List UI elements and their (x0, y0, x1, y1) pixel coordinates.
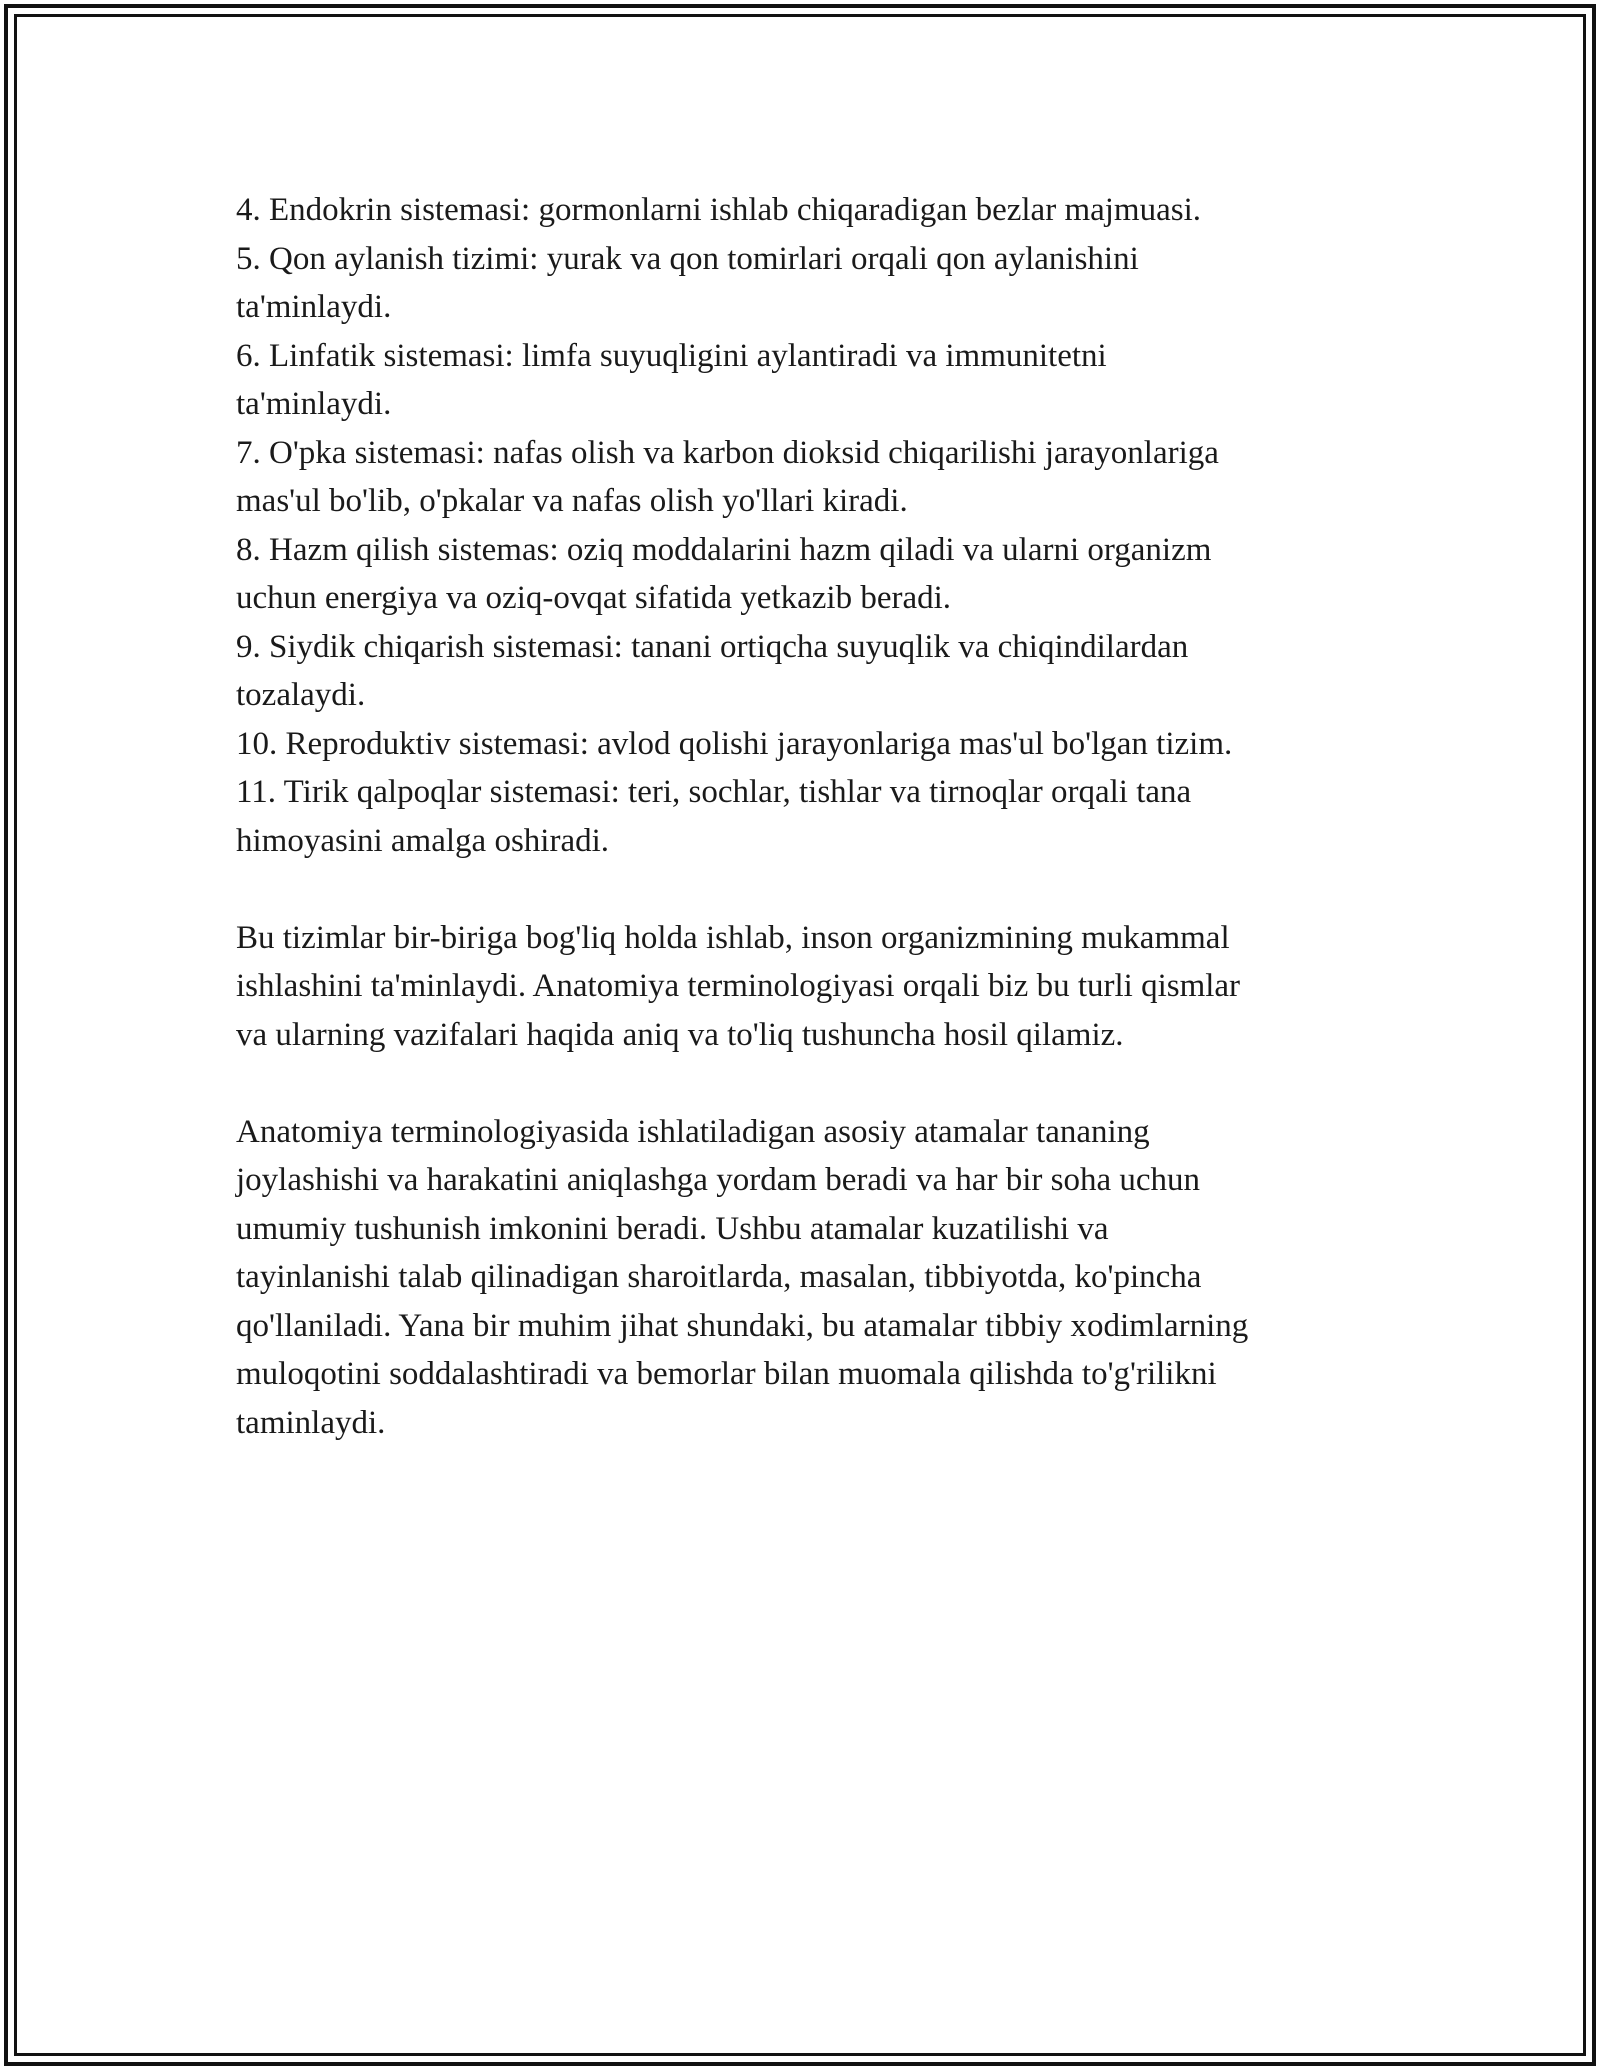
list-line: 5. Qon aylanish tizimi: yurak va qon tomirlari orqali qon aylanishini (236, 240, 1139, 277)
paragraph-systems-summary (236, 914, 1416, 1060)
paragraph-gap (236, 865, 1416, 914)
list-line: 9. Siydik chiqarish sistemasi: tanani ortiqcha suyuqlik va chiqindilardan (236, 628, 1189, 665)
paragraph-line: Bu tizimlar bir-biriga bog'liq holda ishlab, inson organizmining mukammal (236, 919, 1230, 956)
list-line: himoyasini amalga oshiradi. (236, 822, 610, 859)
paragraph-line: qo'llaniladi. Yana bir muhim jihat shundaki, bu atamalar tibbiy xodimlarning (236, 1307, 1249, 1344)
list-line: mas'ul bo'lib, o'pkalar va nafas olish yo'llari kiradi. (236, 483, 908, 519)
paragraph-gap (236, 1059, 1416, 1108)
paragraph-line: ishlashini ta'minlaydi. Anatomiya terminologiyasi orqali biz bu turli qismlar (236, 968, 1241, 1004)
list-line: 7. O'pka sistemasi: nafas olish va karbon dioksid chiqarilishi jarayonlariga (236, 434, 1219, 471)
body-systems-list (236, 186, 1416, 865)
paragraph-line: umumiy tushunish imkonini beradi. Ushbu atamalar kuzatilishi va (236, 1210, 1109, 1247)
list-line: 11. Tirik qalpoqlar sistemasi: teri, sochlar, tishlar va tirnoqlar orqali tana (236, 774, 1192, 810)
list-line: ta'minlaydi. (236, 386, 392, 422)
document-body (236, 186, 1416, 1447)
list-line: tozalaydi. (236, 677, 366, 713)
list-line: 10. Reproduktiv sistemasi: avlod qolishi jarayonlariga mas'ul bo'lgan tizim. (236, 725, 1233, 762)
list-line: uchun energiya va oziq-ovqat sifatida yetkazib beradi. (236, 580, 952, 616)
paragraph-line: va ularning vazifalari haqida aniq va to'liq tushuncha hosil qilamiz. (236, 1016, 1124, 1053)
paragraph-line: Anatomiya terminologiyasida ishlatiladigan asosiy atamalar tananing (236, 1113, 1150, 1150)
paragraph-line: taminlaydi. (236, 1404, 386, 1441)
list-line: ta'minlaydi. (236, 289, 392, 325)
paragraph-line: joylashishi va harakatini aniqlashga yordam beradi va har bir soha uchun (236, 1162, 1201, 1198)
paragraph-line: muloqotini soddalashtiradi va bemorlar bilan muomala qilishda to'g'rilikni (236, 1356, 1217, 1392)
list-line: 8. Hazm qilish sistemas: oziq moddalarini hazm qiladi va ularni organizm (236, 531, 1212, 568)
paragraph-line: tayinlanishi talab qilinadigan sharoitlarda, masalan, tibbiyotda, ko'pincha (236, 1259, 1202, 1295)
list-line: 4. Endokrin sistemasi: gormonlarni ishlab chiqaradigan bezlar majmuasi. (236, 192, 1202, 228)
list-line: 6. Linfatik sistemasi: limfa suyuqligini aylantiradi va immunitetni (236, 337, 1107, 374)
paragraph-terminology (236, 1108, 1416, 1448)
